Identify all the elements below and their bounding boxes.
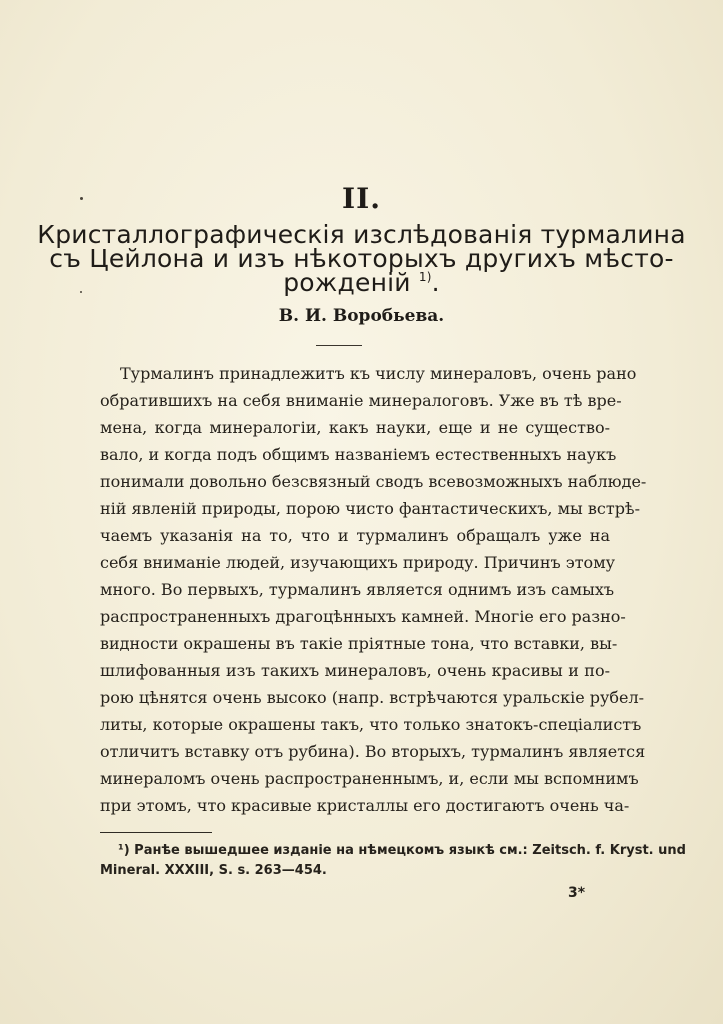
body-line: понимали довольно безсвязный сводъ всевозможныхъ наблюде- xyxy=(100,472,647,491)
footnote-line: Mineral. XXXIII, S. s. 263—454. xyxy=(100,863,327,878)
body-line: шлифованныя изъ такихъ минераловъ, очень красивы и по- xyxy=(100,661,610,680)
footnote-divider xyxy=(100,832,212,833)
body-line: рою цѣнятся очень высоко (напр. встрѣчаются уральскіе рубел- xyxy=(100,688,645,707)
body-line: Турмалинъ принадлежитъ къ числу минераловъ, очень рано xyxy=(120,364,637,383)
article-title-end: . xyxy=(431,268,440,297)
body-line: ній явленій природы, порою чисто фантастическихъ, мы встрѣ- xyxy=(100,499,640,518)
article-title-line-3-text: рожденій xyxy=(283,268,411,297)
body-line: при этомъ, что красивые кристаллы его достигаютъ очень ча- xyxy=(100,796,630,815)
body-line: отличитъ вставку отъ рубина). Во вторыхъ, турмалинъ является xyxy=(100,742,646,761)
chapter-number: II. xyxy=(342,182,381,215)
article-title-line-1: Кристаллографическія изслѣдованія турмалина xyxy=(37,220,686,249)
body-line: видности окрашены въ такіе пріятные тона, что вставки, вы- xyxy=(100,634,618,653)
article-title-line-2: съ Цейлона и изъ нѣкоторыхъ другихъ мѣсто- xyxy=(49,244,674,273)
author-name: В. И. Воробьева. xyxy=(278,306,445,326)
body-line: чаемъ указанія на то, что и турмалинъ обращалъ уже на xyxy=(100,526,610,545)
body-line: мена, когда минералогіи, какъ науки, еще и не существо- xyxy=(100,418,610,437)
body-line: вало, и когда подъ общимъ названіемъ естественныхъ наукъ xyxy=(100,445,617,464)
title-divider xyxy=(316,345,362,346)
footnote-line: ¹) Ранѣе вышедшее изданіе на нѣмецкомъ языкѣ см.: Zeitsch. f. Kryst. und xyxy=(118,843,686,858)
article-title-line-3 xyxy=(0,268,723,297)
body-line: литы, которые окрашены такъ, что только знатокъ-спеціалистъ xyxy=(100,715,642,734)
body-line: много. Во первыхъ, турмалинъ является однимъ изъ самыхъ xyxy=(100,580,615,599)
body-line: распространенныхъ драгоцѣнныхъ камней. Многіе его разно- xyxy=(100,607,626,626)
body-line: обратившихъ на себя вниманіе минералоговъ. Уже въ тѣ вре- xyxy=(100,391,622,410)
printer-signature-mark: 3* xyxy=(568,885,586,901)
body-line: минераломъ очень распространеннымъ, и, если мы вспомнимъ xyxy=(100,769,639,788)
body-line: себя вниманіе людей, изучающихъ природу. Причинъ этому xyxy=(100,553,616,572)
title-footnote-marker: 1) xyxy=(418,270,432,284)
